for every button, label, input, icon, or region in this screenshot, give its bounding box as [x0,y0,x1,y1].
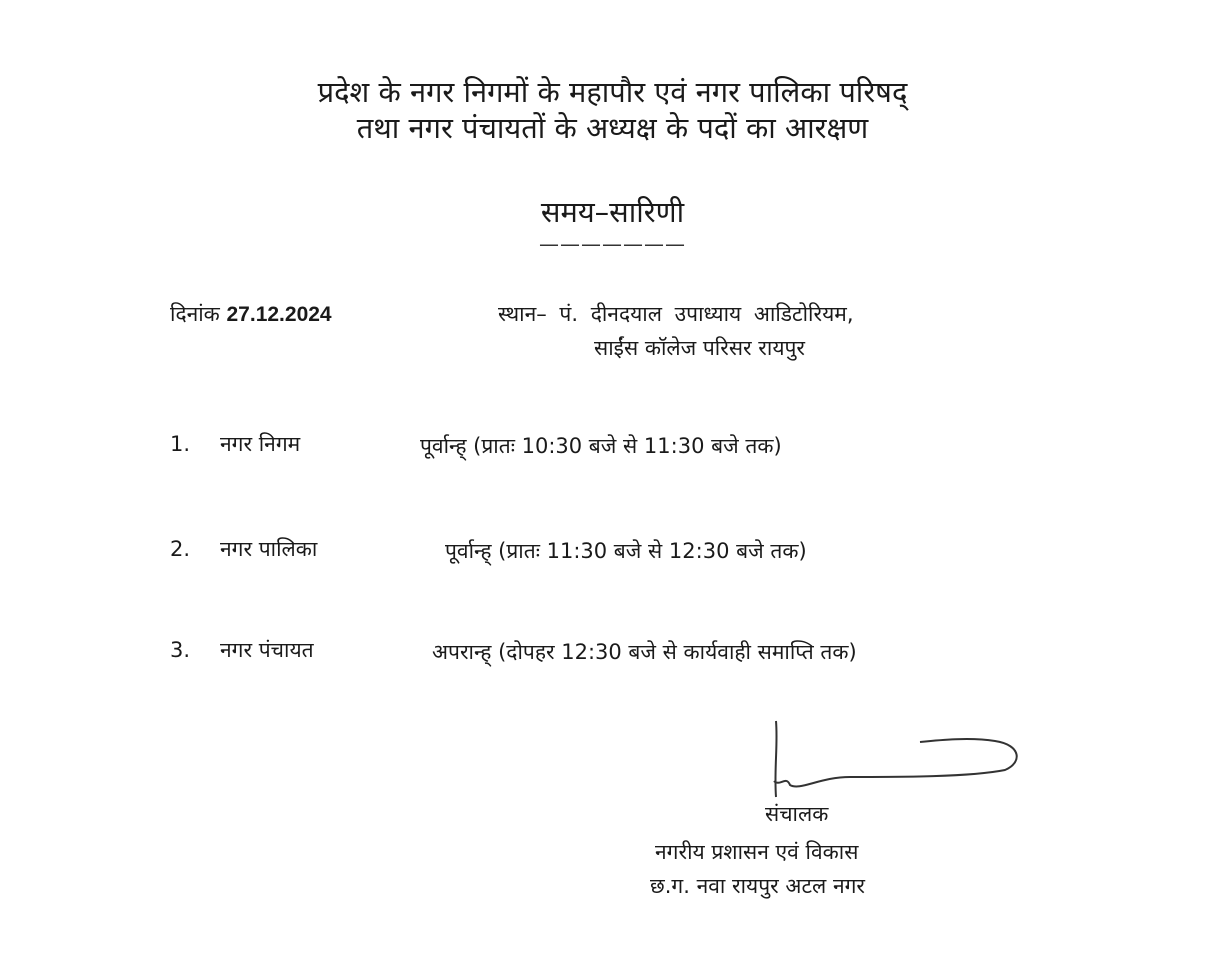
schedule-number: 1. [170,432,191,456]
schedule-body: नगर पंचायत [220,638,314,662]
schedule-number: 3. [170,638,191,662]
date-label: दिनांक [170,302,220,326]
schedule-body: नगर पालिका [220,537,318,561]
schedule-number: 2. [170,537,191,561]
subtitle: समय–सारिणी [540,195,685,229]
venue-line-1: स्थान– पं. दीनदयाल उपाध्याय आडिटोरियम, [498,302,854,326]
schedule-time: पूर्वान्ह् (प्रातः 10:30 बजे से 11:30 बजे तक) [420,434,782,458]
date [170,300,332,328]
signatory-location: छ.ग. नवा रायपुर अटल नगर [650,874,866,898]
signature [760,715,1030,810]
schedule-body: नगर निगम [220,432,301,456]
title-line-2: तथा नगर पंचायतों के अध्यक्ष के पदों का आरक्षण [356,111,869,145]
subtitle-underline: ——————— [539,232,686,256]
date-value: 27.12.2024 [226,303,332,326]
signatory-designation: संचालक [765,802,829,826]
schedule-time: अपरान्ह् (दोपहर 12:30 बजे से कार्यवाही समाप्ति तक) [432,640,857,664]
schedule-time: पूर्वान्ह् (प्रातः 11:30 बजे से 12:30 बजे तक) [445,539,807,563]
venue-line-2: साईंस कॉलेज परिसर रायपुर [594,336,806,360]
signatory-department: नगरीय प्रशासन एवं विकास [655,840,859,864]
title-line-1: प्रदेश के नगर निगमों के महापौर एवं नगर पालिका परिषद् [317,75,908,109]
